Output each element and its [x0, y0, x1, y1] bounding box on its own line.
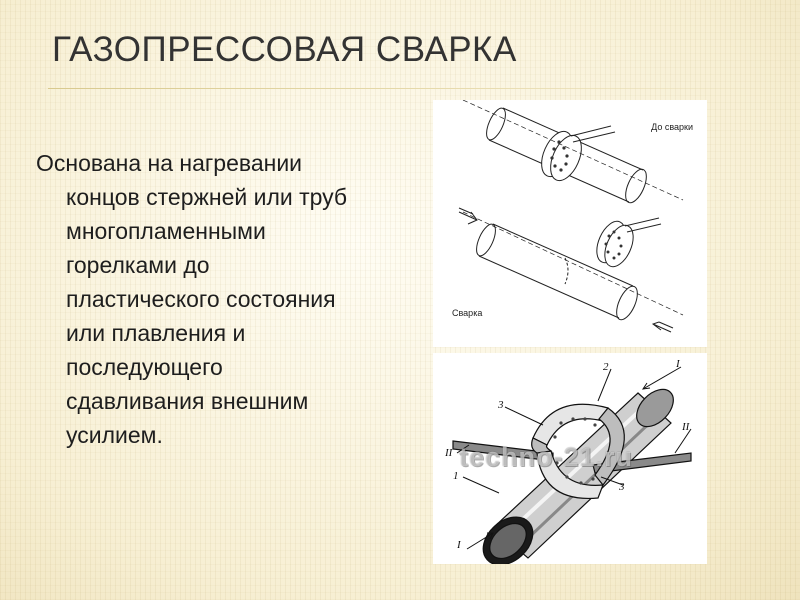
body-line: или плавления и [66, 320, 246, 346]
label-II: II [682, 421, 690, 433]
label-3: 3 [498, 399, 504, 411]
label-II: II [445, 447, 453, 459]
label-2: 2 [603, 361, 609, 373]
body-line: усилием. [66, 422, 163, 448]
burner-illustration-panel [433, 353, 707, 564]
label-3: 3 [619, 481, 625, 493]
label-I: I [676, 358, 680, 370]
caption-welding: Сварка [452, 308, 483, 318]
watermark-text: techno-21.ru [459, 442, 634, 472]
title-divider [48, 88, 783, 89]
body-line: многопламенными [66, 218, 266, 244]
body-line: последующего [66, 354, 223, 380]
caption-before-welding: До сварки [651, 122, 693, 132]
body-line: концов стержней или труб [66, 184, 348, 210]
body-line: пластического состояния [66, 286, 336, 312]
body-line: горелками до [66, 252, 210, 278]
body-line: сдавливания внешним [66, 388, 309, 414]
slide-title: ГАЗОПРЕССОВАЯ СВАРКА [52, 30, 517, 69]
label-1: 1 [453, 470, 459, 482]
slide-body [36, 146, 436, 452]
body-line: Основана на нагревании [36, 150, 303, 176]
label-I: I [457, 539, 461, 551]
welding-schematic-panel [433, 100, 707, 347]
